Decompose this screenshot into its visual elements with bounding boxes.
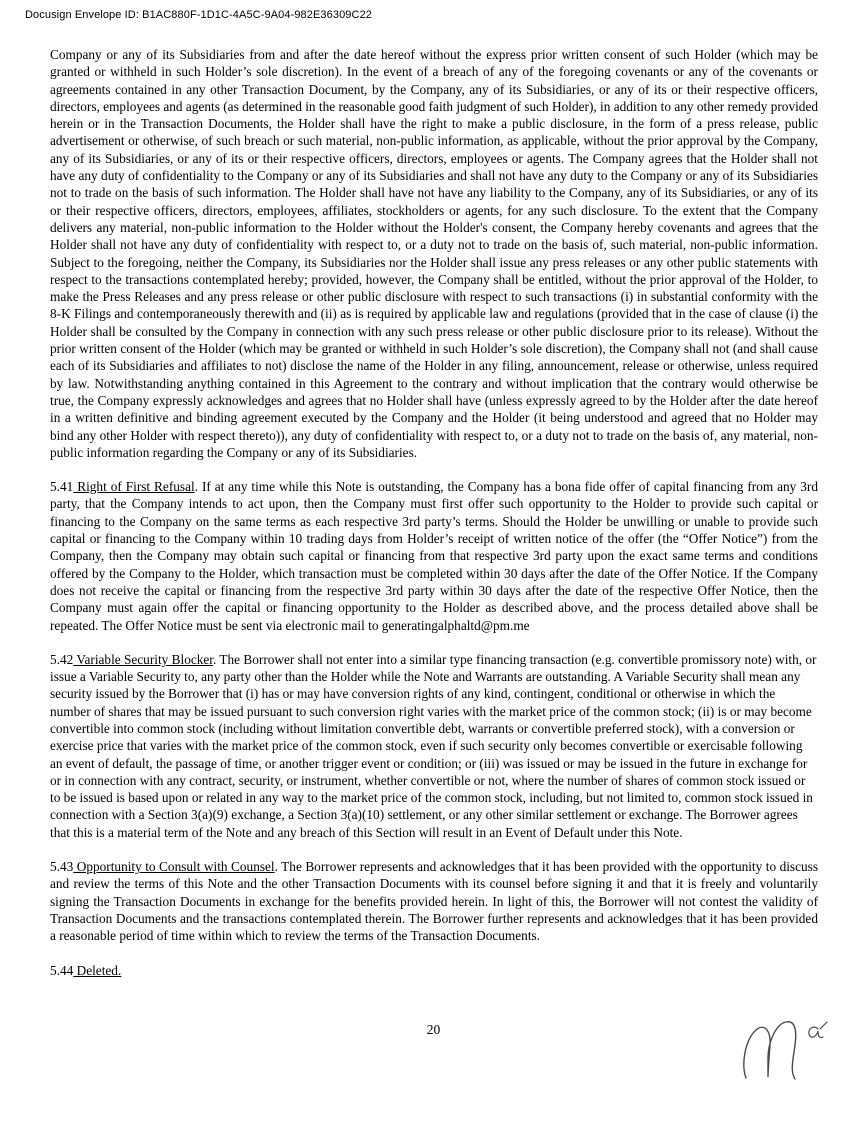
document-body [50, 46, 818, 996]
section-number: 5.42 [50, 651, 74, 667]
docusign-envelope-id: Docusign Envelope ID: B1AC880F-1D1C-4A5C-9A04-982E36309C22 [25, 9, 372, 21]
section-5-44 [50, 962, 818, 979]
section-number: 5.41 [50, 479, 74, 495]
section-title: Variable Security Blocker [73, 651, 213, 667]
page-number: 20 [426, 1022, 441, 1037]
section-5-41 [50, 478, 818, 634]
section-body: . If at any time while this Note is outstanding, the Company has a bona fide offer of capital financing from any 3rd party, that the Company intends to act upon, then the Company must first offer such opportunity to the Holder to provide such capital or financing to the Company on the same terms as each respective 3rd party’s terms. Should the Holder be unwilling or unable to provide such capital or financing to the Company within 10 trading days from Holder’s receipt of written notice of the offer (the “Offer Notice”) from the Company, then the Company may obtain such capital or financing from that respective 3rd party upon the exact same terms and conditions offered by the Company to the Holder, which transaction must be completed within 30 days after the date of the Offer Notice. If the Company does not receive the capital or financing from the respective 3rd party within 30 days after the date of the respective Offer Notice, then the Company must again offer the capital or financing opportunity to the Holder as described above, and the process detailed above shall be repeated. The Offer Notice must be sent via electronic mail to generatingalphaltd@pm.me [50, 479, 818, 633]
section-title: Deleted. [73, 962, 122, 978]
section-number: 5.44 [50, 962, 74, 978]
section-title: Right of First Refusal [73, 479, 195, 495]
section-body: . The Borrower shall not enter into a similar type financing transaction (e.g. convertible promissory note) with, or issue a Variable Security to, any party other than the Holder while the Note and Warrants are outstanding. A Variable Security shall mean any security issued by the Borrower that (i) has or may have conversion rights of any kind, contingent, conditional or otherwise in which the number of shares that may be issued pursuant to such conversion right varies with the market price of the common stock; (ii) is or may become convertible into common stock (including without limitation convertible debt, warrants or convertible preferred stock), with a conversion or exercise price that varies with the market price of the common stock, even if such security only becomes convertible or exercisable following an event of default, the passage of time, or another trigger event or condition; or (iii) was issued or may be issued in the future in exchange for or in connection with any contract, security, or instrument, whether convertible or not, where the number of shares of common stock issued or to be issued is based upon or related in any way to the market price of the common stock, including, but not limited to, common stock issued in connection with a Section 3(a)(9) exchange, a Section 3(a)(10) settlement, or any other similar settlement or exchange. The Borrower agrees that this is a material term of the Note and any breach of this Section will result in an Event of Default under this Note. [50, 651, 817, 840]
section-body: . The Borrower represents and acknowledges that it has been provided with the opportunity to discuss and review the terms of this Note and the other Transaction Documents with its counsel before signing it and that it is freely and voluntarily signing the Transaction Documents in exchange for the benefits provided herein. In light of this, the Borrower will not contest the validity of Transaction Documents and the transactions contemplated therein. The Borrower further represents and acknowledges that it has been provided a reasonable period of time within which to review the terms of the Transaction Documents. [50, 859, 818, 944]
section-title: Opportunity to Consult with Counsel [73, 859, 275, 875]
section-number: 5.43 [50, 859, 74, 875]
handwritten-initials-icon [728, 1016, 848, 1108]
intro-paragraph: Company or any of its Subsidiaries from and after the date hereof without the express prior written consent of such Holder (which may be granted or withheld in such Holder’s sole discretion). In the event of a breach of any of the foregoing covenants or any of the covenants or agreements contained in any other Transaction Document, by the Company, any of its Subsidiaries, or any of its or their respective officers, directors, employees and agents (as determined in the reasonable good faith judgment of such Holder), in addition to any other remedy provided herein or in the Transaction Documents, the Holder shall have the right to make a public disclosure, in the form of a press release, public advertisement or otherwise, of such breach or such material, non-public information, as applicable, without the prior approval by the Company, any of its Subsidiaries, or any of its or their respective officers, directors, employees or agents. The Company agrees that the Holder shall not have any duty of confidentiality to the Company or any of its Subsidiaries and shall not have any duty to the Company or any of its Subsidiaries not to trade on the basis of such information. The Holder shall have not have any liability to the Company, any of its Subsidiaries, or any of its or their respective officers, directors, employees, affiliates, stockholders or agents, for any such disclosure. To the extent that the Company delivers any material, non-public information to the Holder without the Holder's consent, the Company hereby covenants and agrees that the Holder shall not have any duty of confidentiality with respect to, or a duty not to trade on the basis of, such material, non-public information. Subject to the foregoing, neither the Company, its Subsidiaries nor the Holder shall issue any press releases or any other public statements with respect to the transactions contemplated hereby; provided, however, the Company shall be entitled, without the prior approval of the Holder, to make the Press Releases and any press release or other public disclosure with respect to such transactions (i) in substantial conformity with the 8-K Filings and contemporaneously therewith and (ii) as is required by applicable law and regulations (provided that in the case of clause (i) the Holder shall be consulted by the Company in connection with any such press release or other public disclosure prior to its release). Without the prior written consent of the Holder (which may be granted or withheld in such Holder’s sole discretion), the Company shall not (and shall cause each of its Subsidiaries and affiliates to not) disclose the name of the Holder in any filing, announcement, release or otherwise, unless required by law. Notwithstanding anything contained in this Agreement to the contrary and without implication that the contrary would otherwise be true, the Company expressly acknowledges and agrees that no Holder shall have (unless expressly agreed to by the Holder after the date hereof in a written definitive and binding agreement executed by the Company and the Holder (it being understood and agreed that no Holder may bind any other Holder with respect thereto)), any duty of confidentiality with respect to, or a duty not to trade on the basis of, any material, non-public information regarding the Company or any of its Subsidiaries. [50, 47, 818, 460]
section-5-43 [50, 858, 818, 944]
section-5-42 [50, 651, 818, 841]
